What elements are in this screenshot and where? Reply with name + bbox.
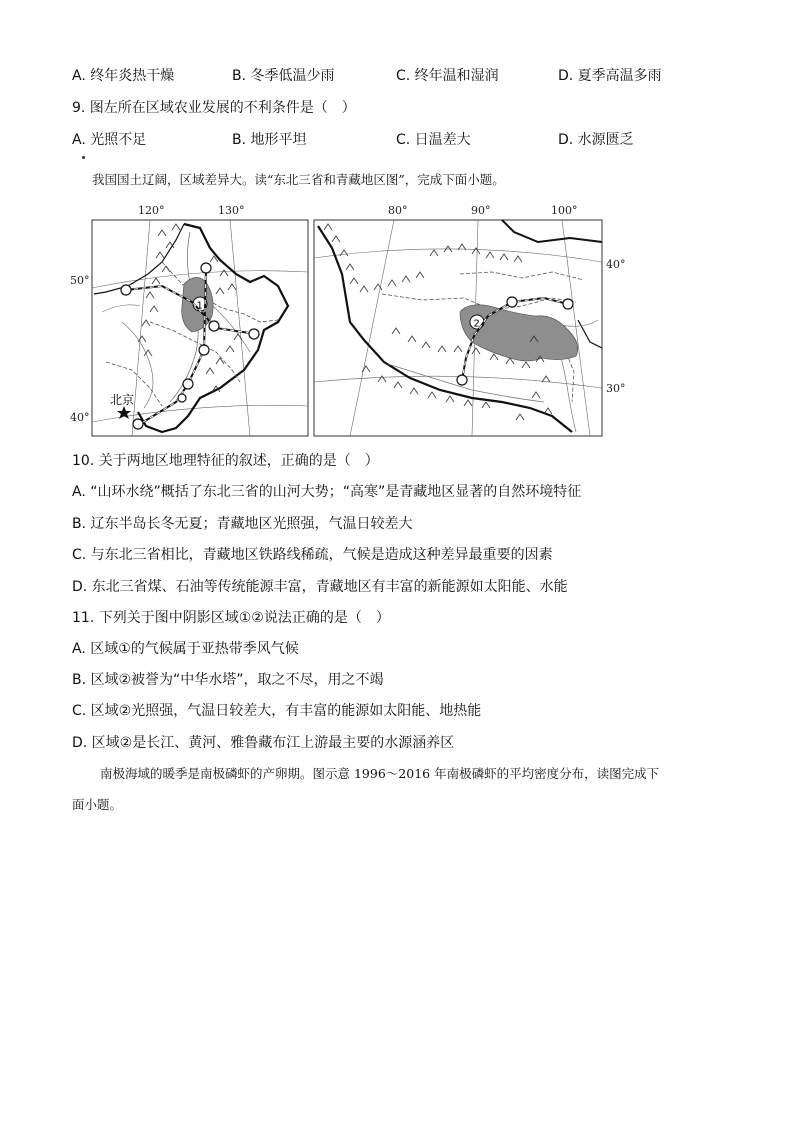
q11-stem: 11. 下列关于图中阴影区域①②说法正确的是（ ） (72, 610, 390, 626)
q10-option-a: A. “山环水绕”概括了东北三省的山河大势；“高寒”是青藏地区显著的自然环境特征 (72, 484, 582, 500)
lat-label-40-right: 40° (606, 258, 626, 271)
q10-option-d: D. 东北三省煤、石油等传统能源丰富，青藏地区有丰富的新能源如太阳能、水能 (72, 579, 568, 595)
region-1-label: 1 (196, 300, 203, 312)
q11-option-b: B. 区域②被誉为“中华水塔”，取之不尽，用之不竭 (72, 672, 384, 688)
q9-stem: 9. 图左所在区域农业发展的不利条件是（ ） (72, 100, 356, 116)
q11-option-c: C. 区域②光照强，气温日较差大，有丰富的能源如太阳能、地热能 (72, 703, 482, 719)
q9-option-d: D. 水源匮乏 (558, 132, 634, 148)
q10-option-b: B. 辽东半岛长冬无夏；青藏地区光照强，气温日较差大 (72, 516, 413, 532)
q8-option-c: C. 终年温和湿润 (396, 68, 499, 84)
lon-label-80: 80° (388, 204, 408, 217)
q11-option-a: A. 区域①的气候属于亚热带季风气候 (72, 641, 299, 657)
q10-stem: 10. 关于两地区地理特征的叙述，正确的是（ ） (72, 453, 379, 469)
lat-label-40: 40° (70, 411, 90, 424)
region-2-label: 2 (473, 318, 480, 330)
right-map (314, 220, 602, 436)
lon-label-120: 120° (138, 204, 165, 217)
q11-option-d: D. 区域②是长江、黄河、雅鲁藏布江上游最主要的水源涵养区 (72, 735, 455, 751)
intro-text-2-line1: 南极海域的暖季是南极磷虾的产卵期。图示意 1996～2016 年南极磷虾的平均密度分布，读图完成下 (100, 766, 660, 781)
q8-option-b: B. 冬季低温少雨 (232, 68, 335, 84)
left-map (92, 220, 308, 436)
lon-label-100: 100° (551, 204, 578, 217)
map-figure (70, 202, 626, 442)
beijing-label: 北京 (110, 393, 135, 407)
intro-text-1: 我国国土辽阔，区域差异大。读“东北三省和青藏地区图”，完成下面小题。 (92, 172, 505, 187)
lat-label-50: 50° (70, 274, 90, 287)
lat-label-30-right: 30° (606, 382, 626, 395)
stray-dot (82, 156, 85, 159)
intro-text-2-line2: 面小题。 (72, 797, 123, 812)
maps-svg (92, 202, 604, 442)
q9-option-b: B. 地形平坦 (232, 132, 307, 148)
q9-option-c: C. 日温差大 (396, 132, 471, 148)
lon-label-90: 90° (471, 204, 491, 217)
lon-label-130: 130° (218, 204, 245, 217)
q10-option-c: C. 与东北三省相比，青藏地区铁路线稀疏，气候是造成这种差异最重要的因素 (72, 547, 553, 563)
q9-option-a: A. 光照不足 (72, 132, 147, 148)
q8-option-a: A. 终年炎热干燥 (72, 68, 175, 84)
q8-option-d: D. 夏季高温多雨 (558, 68, 662, 84)
